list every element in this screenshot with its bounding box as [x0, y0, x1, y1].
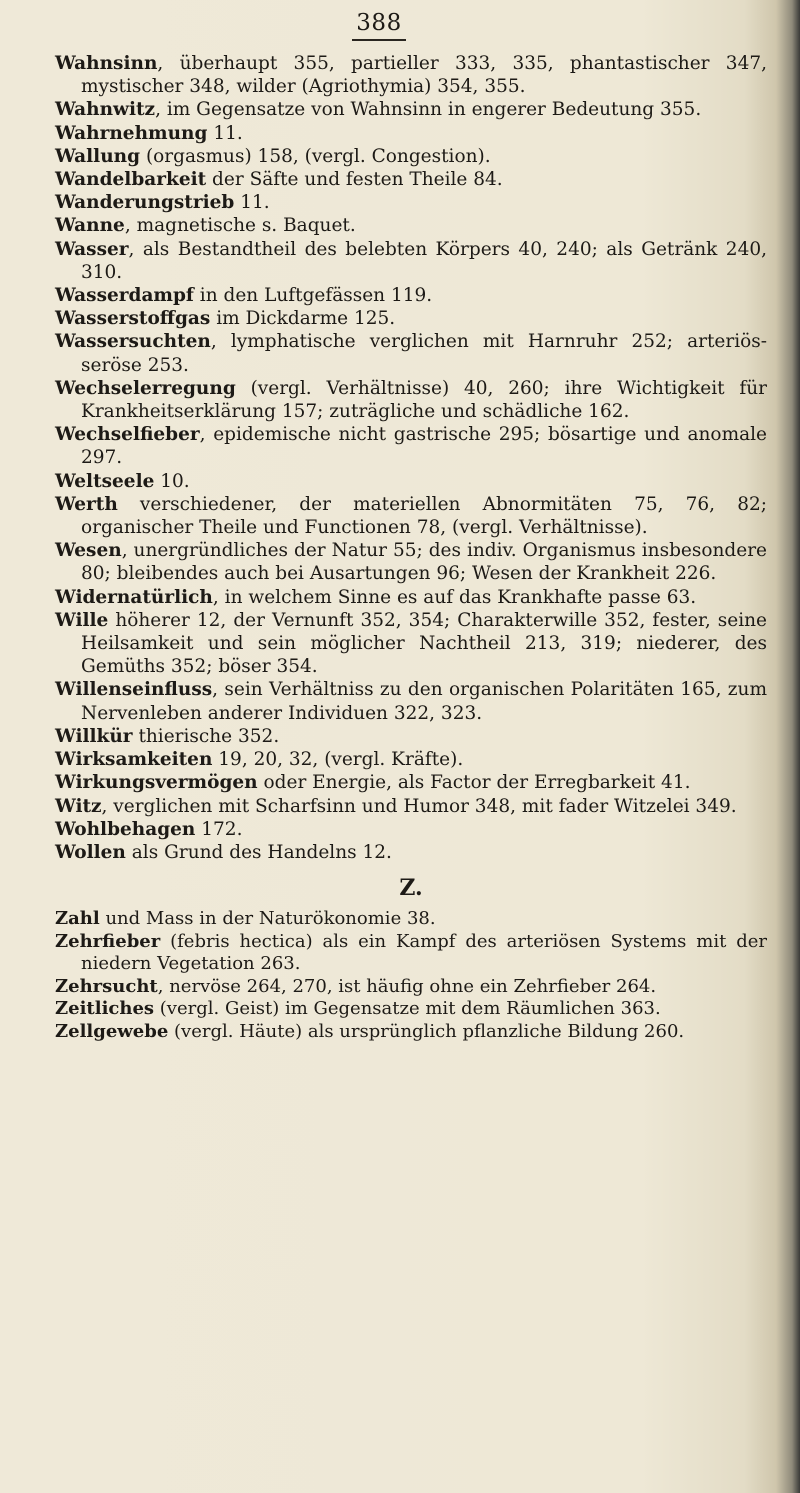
entry-headword: Wandelbarkeit: [55, 169, 207, 191]
index-entry: Wirksamkeiten 19, 20, 32, (vergl. Kräfte).: [55, 749, 464, 771]
entry-headword: Wirksamkeiten: [55, 749, 213, 771]
page-number: 388: [0, 10, 800, 41]
entry-headword: Widernatürlich: [55, 586, 213, 608]
index-entry: Wesen, unergründliches der Natur 55; des indiv. Organismus insbesondere 80; bleibendes auch bei Ausartungen 96; Wesen der Krankheit 226.: [55, 540, 767, 585]
index-entry: Zellgewebe (vergl. Häute) als ursprünglich pflanzliche Bildung 260.: [55, 1021, 685, 1043]
section-letter-z: Z.: [399, 875, 423, 902]
entry-headword: Zeitliches: [55, 998, 155, 1020]
entry-headword: Zellgewebe: [55, 1021, 169, 1043]
entry-headword: Wohlbehagen: [55, 818, 196, 840]
entry-headword: Wasserstoffgas: [55, 308, 211, 330]
entry-headword: Witz: [55, 795, 102, 817]
index-entry: Wollen als Grund des Handelns 12.: [55, 841, 392, 863]
index-entry: Wasserdampf in den Luftgefässen 119.: [55, 285, 433, 307]
entry-headword: Wechselfieber: [55, 424, 200, 446]
entry-headword: Wille: [55, 609, 109, 631]
index-entry: Witz, verglichen mit Scharfsinn und Humor 348, mit fader Witzelei 349.: [55, 795, 737, 817]
entry-headword: Zehrfieber: [55, 930, 161, 952]
index-entries: [55, 52, 767, 1044]
entry-headword: Wechselerregung: [55, 377, 236, 399]
index-entry: Werth verschiedener, der materiellen Abnormitäten 75, 76, 82; organischer Theile und Functionen 78, (vergl. Verhältnisse).: [55, 493, 767, 539]
entry-headword: Wesen: [55, 540, 122, 562]
index-entry: Wohlbehagen 172.: [55, 818, 243, 840]
index-entry: Wahnwitz, im Gegensatze von Wahnsinn in engerer Bedeutung 355.: [55, 99, 702, 121]
index-entry: Zehrfieber (febris hectica) als ein Kampf des arteriösen Systems mit der niedern Vegetation 263.: [55, 930, 767, 975]
index-entry: Wanderungstrieb 11.: [55, 192, 270, 214]
index-entry: Widernatürlich, in welchem Sinne es auf das Krankhafte passe 63.: [55, 586, 697, 608]
index-entry: Wasserstoffgas im Dickdarme 125.: [55, 308, 396, 330]
entry-headword: Willenseinfluss: [55, 679, 213, 701]
index-entry: Wahnsinn, überhaupt 355, partieller 333, 335, phantastischer 347, mystischer 348, wilder (Agriothymia) 354, 355.: [55, 53, 767, 98]
index-entry: Wassersuchten, lymphatische verglichen mit Harnruhr 252; arteriös-seröse 253.: [55, 331, 767, 376]
index-entry: Wahrnehmung 11.: [55, 122, 243, 144]
index-entry: Wallung (orgasmus) 158, (vergl. Congestion).: [55, 145, 491, 167]
index-entry: Willkür thierische 352.: [55, 725, 280, 747]
entry-headword: Wahnwitz: [55, 99, 156, 121]
entry-headword: Wahnsinn: [55, 53, 158, 74]
entry-headword: Wasser: [55, 238, 129, 260]
entry-headword: Werth: [55, 493, 118, 515]
index-entry: Wanne, magnetische s. Baquet.: [55, 215, 356, 237]
index-entry: Wille höherer 12, der Vernunft 352, 354; Charakterwille 352, fester, seine Heilsamkeit und sein möglicher Nachtheil 213, 319; niederer, des Gemüths 352; böser 354.: [55, 609, 767, 678]
index-entry: Zehrsucht, nervöse 264, 270, ist häufig ohne ein Zehrfieber 264.: [55, 975, 657, 997]
index-entry: Zeitliches (vergl. Geist) im Gegensatze mit dem Räumlichen 363.: [55, 998, 661, 1020]
entry-headword: Wasserdampf: [55, 285, 194, 307]
index-entry: Wechselerregung (vergl. Verhältnisse) 40, 260; ihre Wichtigkeit für Krankheitserklärung 157; zuträgliche und schädliche 162.: [55, 377, 767, 423]
entry-headword: Willkür: [55, 725, 133, 747]
entry-headword: Wollen: [55, 841, 126, 863]
index-entry: Weltseele 10.: [55, 470, 190, 492]
index-entry: Wirkungsvermögen oder Energie, als Factor der Erregbarkeit 41.: [55, 772, 691, 794]
index-entry: Wechselfieber, epidemische nicht gastrische 295; bösartige und anomale 297.: [55, 424, 767, 469]
entry-headword: Wallung: [55, 145, 141, 167]
entry-headword: Wahrnehmung: [55, 122, 208, 144]
index-entry: Wandelbarkeit der Säfte und festen Theile 84.: [55, 169, 503, 191]
entry-headword: Wanderungstrieb: [55, 192, 235, 214]
index-section-z: [55, 908, 767, 1044]
entry-headword: Zehrsucht: [55, 975, 158, 997]
entry-headword: Wanne: [55, 215, 125, 237]
index-section-w: [55, 52, 767, 864]
index-entry: Wasser, als Bestandtheil des belebten Körpers 40, 240; als Getränk 240, 310.: [55, 238, 767, 283]
entry-headword: Wirkungsvermögen: [55, 772, 258, 794]
index-entry: Willenseinfluss, sein Verhältniss zu den organischen Polaritäten 165, zum Nervenleben anderer Individuen 322, 323.: [55, 679, 767, 724]
index-entry: Zahl und Mass in der Naturökonomie 38.: [55, 908, 436, 930]
entry-headword: Wassersuchten: [55, 331, 211, 353]
entry-headword: Weltseele: [55, 470, 155, 492]
entry-headword: Zahl: [55, 908, 100, 930]
